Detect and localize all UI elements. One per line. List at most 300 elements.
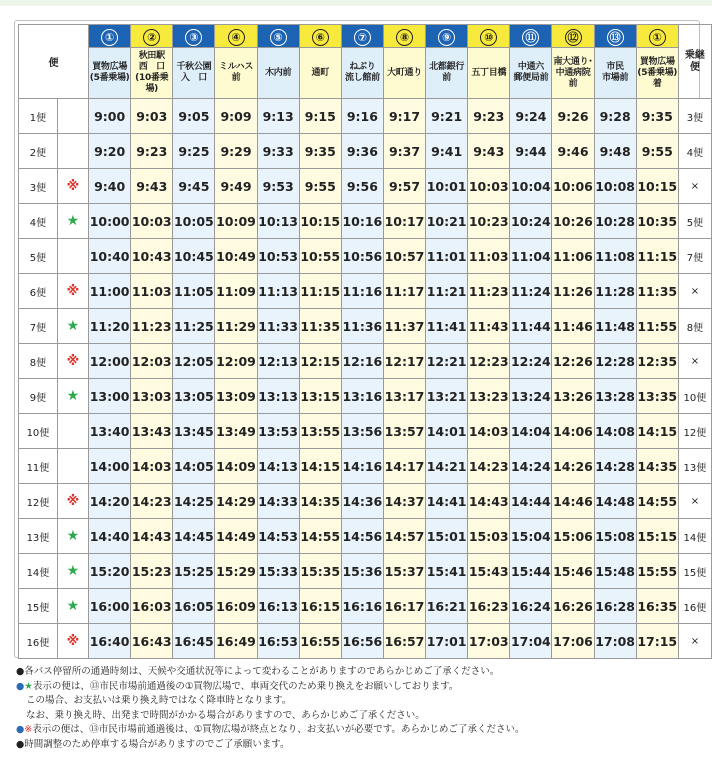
transfer-bin: 3便 [678, 99, 711, 134]
time-cell: 15:43 [468, 554, 510, 589]
time-cell: 13:24 [510, 379, 552, 414]
time-cell: 9:49 [215, 169, 257, 204]
time-cell: 16:21 [426, 589, 468, 624]
stop-name-7: ねぶり 流し館前 [341, 48, 383, 99]
time-cell: 11:48 [594, 309, 636, 344]
kome-mark-icon: ※ [66, 178, 80, 194]
notes [16, 665, 706, 753]
bin-number: 11便 [19, 449, 58, 484]
time-cell: 16:40 [89, 624, 131, 659]
time-cell: 14:53 [257, 519, 299, 554]
time-cell: 10:53 [257, 239, 299, 274]
time-cell: 14:00 [89, 449, 131, 484]
bin-mark [57, 554, 88, 589]
transfer-bin: × [678, 169, 711, 204]
time-cell: 9:23 [468, 99, 510, 134]
time-cell: 17:08 [594, 624, 636, 659]
time-cell: 9:05 [173, 99, 215, 134]
time-cell: 13:13 [257, 379, 299, 414]
time-cell: 11:13 [257, 274, 299, 309]
stop-number-13 [594, 25, 636, 48]
time-cell: 11:21 [426, 274, 468, 309]
stop-name-1: 買物広場 (5番乗場) [89, 48, 131, 99]
time-cell: 15:04 [510, 519, 552, 554]
time-cell: 10:26 [552, 204, 594, 239]
time-cell: 14:44 [510, 484, 552, 519]
time-cell: 11:00 [89, 274, 131, 309]
time-cell: 10:13 [257, 204, 299, 239]
table-row [19, 99, 712, 134]
time-cell: 11:24 [510, 274, 552, 309]
time-cell: 14:25 [173, 484, 215, 519]
stop-name-5: 木内前 [257, 48, 299, 99]
time-cell: 16:35 [636, 589, 678, 624]
time-cell: 13:55 [299, 414, 341, 449]
time-cell: 9:55 [299, 169, 341, 204]
table-row [19, 309, 712, 344]
time-cell: 10:23 [468, 204, 510, 239]
time-cell: 12:16 [341, 344, 383, 379]
time-cell: 15:48 [594, 554, 636, 589]
time-cell: 14:13 [257, 449, 299, 484]
transfer-bin: × [678, 274, 711, 309]
time-cell: 11:36 [341, 309, 383, 344]
time-cell: 13:45 [173, 414, 215, 449]
time-cell: 11:29 [215, 309, 257, 344]
bin-mark [57, 344, 88, 379]
stop-number-badge: ④ [228, 29, 245, 46]
transfer-bin: 13便 [678, 449, 711, 484]
transfer-bin: 10便 [678, 379, 711, 414]
table-row [19, 554, 712, 589]
time-cell: 15:03 [468, 519, 510, 554]
time-cell: 9:03 [131, 99, 173, 134]
time-cell: 16:13 [257, 589, 299, 624]
note-5-text: 表示の便は、⑬市民市場前通過後は、①買物広場が終点となり、お支払いが必要です。あらかじめご了承ください。 [32, 724, 525, 736]
time-cell: 11:08 [594, 239, 636, 274]
time-cell: 11:23 [131, 309, 173, 344]
stop-number-badge: ⑪ [522, 29, 539, 46]
bin-mark [57, 99, 88, 134]
time-cell: 11:25 [173, 309, 215, 344]
time-cell: 14:21 [426, 449, 468, 484]
table-row [19, 449, 712, 484]
time-cell: 14:29 [215, 484, 257, 519]
bin-number: 2便 [19, 134, 58, 169]
bin-mark [57, 519, 88, 554]
transfer-bin: 8便 [678, 309, 711, 344]
time-cell: 10:00 [89, 204, 131, 239]
time-cell: 13:40 [89, 414, 131, 449]
stop-number-row [19, 25, 712, 48]
bin-mark [57, 239, 88, 274]
time-cell: 11:03 [468, 239, 510, 274]
time-cell: 14:23 [468, 449, 510, 484]
time-cell: 12:09 [215, 344, 257, 379]
time-cell: 16:03 [131, 589, 173, 624]
time-cell: 16:16 [341, 589, 383, 624]
transfer-bin: 16便 [678, 589, 711, 624]
time-cell: 14:16 [341, 449, 383, 484]
time-cell: 14:35 [299, 484, 341, 519]
time-cell: 13:23 [468, 379, 510, 414]
transfer-bin: × [678, 484, 711, 519]
time-cell: 12:21 [426, 344, 468, 379]
time-cell: 9:00 [89, 99, 131, 134]
time-cell: 15:35 [299, 554, 341, 589]
table-row [19, 169, 712, 204]
bin-mark [57, 624, 88, 659]
bin-mark [57, 274, 88, 309]
bin-number: 15便 [19, 589, 58, 624]
time-cell: 10:56 [341, 239, 383, 274]
time-cell: 14:04 [510, 414, 552, 449]
time-cell: 11:28 [594, 274, 636, 309]
time-cell: 15:55 [636, 554, 678, 589]
time-cell: 15:33 [257, 554, 299, 589]
time-cell: 15:29 [215, 554, 257, 589]
time-cell: 11:04 [510, 239, 552, 274]
star-icon: ★ [66, 528, 80, 544]
stop-number-badge: ⑤ [270, 29, 287, 46]
kome-mark-icon: ※ [66, 353, 80, 369]
time-cell: 16:56 [341, 624, 383, 659]
time-cell: 14:45 [173, 519, 215, 554]
time-cell: 10:57 [383, 239, 425, 274]
time-cell: 16:24 [510, 589, 552, 624]
time-cell: 9:20 [89, 134, 131, 169]
time-cell: 12:05 [173, 344, 215, 379]
time-cell: 12:15 [299, 344, 341, 379]
time-cell: 9:36 [341, 134, 383, 169]
time-cell: 13:35 [636, 379, 678, 414]
time-cell: 11:35 [636, 274, 678, 309]
time-cell: 9:17 [383, 99, 425, 134]
time-cell: 14:43 [131, 519, 173, 554]
time-cell: 14:17 [383, 449, 425, 484]
time-cell: 12:17 [383, 344, 425, 379]
time-cell: 9:33 [257, 134, 299, 169]
time-cell: 15:08 [594, 519, 636, 554]
time-cell: 11:26 [552, 274, 594, 309]
time-cell: 13:16 [341, 379, 383, 414]
time-cell: 16:55 [299, 624, 341, 659]
time-cell: 12:28 [594, 344, 636, 379]
stop-name-10: 五丁目橋 [468, 48, 510, 99]
bin-mark [57, 204, 88, 239]
top-band [0, 0, 712, 6]
time-cell: 14:55 [636, 484, 678, 519]
kome-mark-icon: ※ [24, 724, 33, 736]
time-cell: 14:15 [636, 414, 678, 449]
stop-number-14 [636, 25, 678, 48]
time-cell: 14:15 [299, 449, 341, 484]
table-row [19, 519, 712, 554]
note-3: この場合、お支払いは乗り換え時ではなく降車時となります。 [26, 695, 292, 707]
stop-number-badge: ⑨ [438, 29, 455, 46]
time-cell: 16:57 [383, 624, 425, 659]
time-cell: 12:26 [552, 344, 594, 379]
time-cell: 14:33 [257, 484, 299, 519]
time-cell: 16:53 [257, 624, 299, 659]
time-cell: 11:06 [552, 239, 594, 274]
note-4: なお、乗り換え時、出発まで時間がかかる場合がありますので、あらかじめご了承ください。 [26, 709, 425, 721]
time-cell: 10:09 [215, 204, 257, 239]
table-row [19, 134, 712, 169]
stop-number-3 [173, 25, 215, 48]
time-cell: 14:41 [426, 484, 468, 519]
time-cell: 13:17 [383, 379, 425, 414]
stop-name-12: 南大通り･ 中通病院前 [552, 48, 594, 99]
star-icon: ★ [66, 563, 80, 579]
time-cell: 16:00 [89, 589, 131, 624]
time-cell: 10:05 [173, 204, 215, 239]
table-row [19, 484, 712, 519]
stop-number-12 [552, 25, 594, 48]
time-cell: 13:09 [215, 379, 257, 414]
time-cell: 13:21 [426, 379, 468, 414]
time-cell: 14:48 [594, 484, 636, 519]
stop-number-badge: ⑦ [354, 29, 371, 46]
time-cell: 11:44 [510, 309, 552, 344]
table-row [19, 274, 712, 309]
table-row [19, 379, 712, 414]
table-row [19, 204, 712, 239]
time-cell: 13:56 [341, 414, 383, 449]
time-cell: 9:35 [636, 99, 678, 134]
time-cell: 11:01 [426, 239, 468, 274]
stop-number-2 [131, 25, 173, 48]
time-cell: 12:03 [131, 344, 173, 379]
note-5-bullet: ● [16, 724, 25, 736]
time-cell: 16:17 [383, 589, 425, 624]
time-cell: 16:05 [173, 589, 215, 624]
time-cell: 16:15 [299, 589, 341, 624]
time-cell: 13:28 [594, 379, 636, 414]
bin-mark [57, 484, 88, 519]
time-cell: 15:44 [510, 554, 552, 589]
time-cell: 17:06 [552, 624, 594, 659]
bin-mark [57, 449, 88, 484]
transfer-bin: 7便 [678, 239, 711, 274]
time-cell: 14:37 [383, 484, 425, 519]
time-cell: 15:41 [426, 554, 468, 589]
time-cell: 11:20 [89, 309, 131, 344]
time-cell: 10:55 [299, 239, 341, 274]
bin-mark [57, 379, 88, 414]
time-cell: 16:26 [552, 589, 594, 624]
stop-number-11 [510, 25, 552, 48]
star-icon: ★ [66, 598, 80, 614]
stop-number-badge: ⑬ [607, 29, 624, 46]
note-1: ●各バス停留所の通過時刻は、天候や交通状況等によって変わることがありますのであらかじめご了承ください。 [16, 666, 500, 677]
time-cell: 10:21 [426, 204, 468, 239]
time-cell: 14:36 [341, 484, 383, 519]
stop-name-3: 千秋公園 入 口 [173, 48, 215, 99]
bin-number: 9便 [19, 379, 58, 414]
time-cell: 12:23 [468, 344, 510, 379]
time-cell: 13:03 [131, 379, 173, 414]
kome-mark-icon: ※ [66, 633, 80, 649]
time-cell: 14:09 [215, 449, 257, 484]
time-cell: 15:36 [341, 554, 383, 589]
table-row [19, 344, 712, 379]
bin-number: 13便 [19, 519, 58, 554]
time-cell: 9:15 [299, 99, 341, 134]
time-cell: 14:46 [552, 484, 594, 519]
time-cell: 14:57 [383, 519, 425, 554]
time-cell: 10:15 [299, 204, 341, 239]
bin-number: 4便 [19, 204, 58, 239]
bus-timetable [18, 24, 712, 659]
time-cell: 11:55 [636, 309, 678, 344]
stop-name-13: 市民 市場前 [594, 48, 636, 99]
note-6: ●時間調整のため停車する場合がありますのでご了承願います。 [16, 738, 290, 750]
time-cell: 10:06 [552, 169, 594, 204]
time-cell: 16:45 [173, 624, 215, 659]
time-cell: 10:04 [510, 169, 552, 204]
transfer-bin: 14便 [678, 519, 711, 554]
time-cell: 9:26 [552, 99, 594, 134]
time-cell: 9:24 [510, 99, 552, 134]
time-cell: 14:28 [594, 449, 636, 484]
time-cell: 10:28 [594, 204, 636, 239]
stop-name-4: ミルハス前 [215, 48, 257, 99]
time-cell: 14:20 [89, 484, 131, 519]
star-icon: ★ [66, 318, 80, 334]
stop-name-9: 北都銀行前 [426, 48, 468, 99]
time-cell: 15:37 [383, 554, 425, 589]
time-cell: 15:46 [552, 554, 594, 589]
time-cell: 10:15 [636, 169, 678, 204]
note-5 [16, 723, 706, 738]
bin-header: 便 [19, 25, 89, 99]
star-icon: ★ [66, 388, 80, 404]
time-cell: 11:15 [636, 239, 678, 274]
stop-name-6: 通町 [299, 48, 341, 99]
time-cell: 15:15 [636, 519, 678, 554]
time-cell: 10:17 [383, 204, 425, 239]
time-cell: 16:23 [468, 589, 510, 624]
stop-number-8 [383, 25, 425, 48]
transfer-header: 乗継 便 [678, 25, 711, 99]
time-cell: 9:09 [215, 99, 257, 134]
time-cell: 13:49 [215, 414, 257, 449]
time-cell: 9:56 [341, 169, 383, 204]
time-cell: 14:23 [131, 484, 173, 519]
bin-number: 5便 [19, 239, 58, 274]
bin-number: 14便 [19, 554, 58, 589]
stop-number-badge: ⑫ [565, 29, 582, 46]
stop-number-1 [89, 25, 131, 48]
time-cell: 9:43 [131, 169, 173, 204]
table-row [19, 589, 712, 624]
time-cell: 14:43 [468, 484, 510, 519]
stop-number-5 [257, 25, 299, 48]
bin-mark [57, 309, 88, 344]
time-cell: 9:21 [426, 99, 468, 134]
time-cell: 14:08 [594, 414, 636, 449]
transfer-bin: 15便 [678, 554, 711, 589]
stop-name-11: 中通六 郵便局前 [510, 48, 552, 99]
bin-mark [57, 414, 88, 449]
time-cell: 15:06 [552, 519, 594, 554]
time-cell: 14:40 [89, 519, 131, 554]
note-2-bullet: ● [16, 680, 25, 692]
table-row [19, 414, 712, 449]
timetable-body [19, 99, 712, 659]
time-cell: 14:35 [636, 449, 678, 484]
time-cell: 13:15 [299, 379, 341, 414]
transfer-bin: × [678, 344, 711, 379]
time-cell: 9:55 [636, 134, 678, 169]
time-cell: 17:03 [468, 624, 510, 659]
time-cell: 17:04 [510, 624, 552, 659]
time-cell: 9:53 [257, 169, 299, 204]
star-icon: ★ [66, 213, 80, 229]
time-cell: 11:43 [468, 309, 510, 344]
bin-number: 12便 [19, 484, 58, 519]
time-cell: 16:43 [131, 624, 173, 659]
time-cell: 10:35 [636, 204, 678, 239]
stop-name-2: 秋田駅 西 口 (10番乗場) [131, 48, 173, 99]
time-cell: 11:05 [173, 274, 215, 309]
star-icon: ★ [24, 680, 33, 692]
stop-number-4 [215, 25, 257, 48]
bin-mark [57, 169, 88, 204]
bin-number: 10便 [19, 414, 58, 449]
bin-number: 16便 [19, 624, 58, 659]
time-cell: 9:41 [426, 134, 468, 169]
note-2-text: 表示の便は、⑬市民市場前通過後の①買物広場で、車両交代のため乗り換えをお願いしております。 [32, 680, 459, 692]
time-cell: 9:44 [510, 134, 552, 169]
table-row [19, 239, 712, 274]
stop-name-row [19, 48, 712, 99]
time-cell: 9:25 [173, 134, 215, 169]
time-cell: 11:46 [552, 309, 594, 344]
time-cell: 10:01 [426, 169, 468, 204]
time-cell: 11:35 [299, 309, 341, 344]
time-cell: 11:03 [131, 274, 173, 309]
time-cell: 10:43 [131, 239, 173, 274]
bin-number: 7便 [19, 309, 58, 344]
time-cell: 9:46 [552, 134, 594, 169]
time-cell: 9:40 [89, 169, 131, 204]
time-cell: 14:05 [173, 449, 215, 484]
stop-number-badge: ① [101, 29, 118, 46]
time-cell: 10:08 [594, 169, 636, 204]
time-cell: 9:23 [131, 134, 173, 169]
time-cell: 10:16 [341, 204, 383, 239]
stop-number-badge: ⑥ [312, 29, 329, 46]
time-cell: 10:03 [131, 204, 173, 239]
time-cell: 10:24 [510, 204, 552, 239]
time-cell: 13:26 [552, 379, 594, 414]
stop-number-6 [299, 25, 341, 48]
time-cell: 9:28 [594, 99, 636, 134]
bin-number: 3便 [19, 169, 58, 204]
bin-number: 1便 [19, 99, 58, 134]
time-cell: 16:28 [594, 589, 636, 624]
time-cell: 14:49 [215, 519, 257, 554]
stop-number-9 [426, 25, 468, 48]
time-cell: 13:57 [383, 414, 425, 449]
time-cell: 14:24 [510, 449, 552, 484]
time-cell: 15:20 [89, 554, 131, 589]
time-cell: 13:43 [131, 414, 173, 449]
stop-name-8: 大町通り [383, 48, 425, 99]
time-cell: 11:33 [257, 309, 299, 344]
